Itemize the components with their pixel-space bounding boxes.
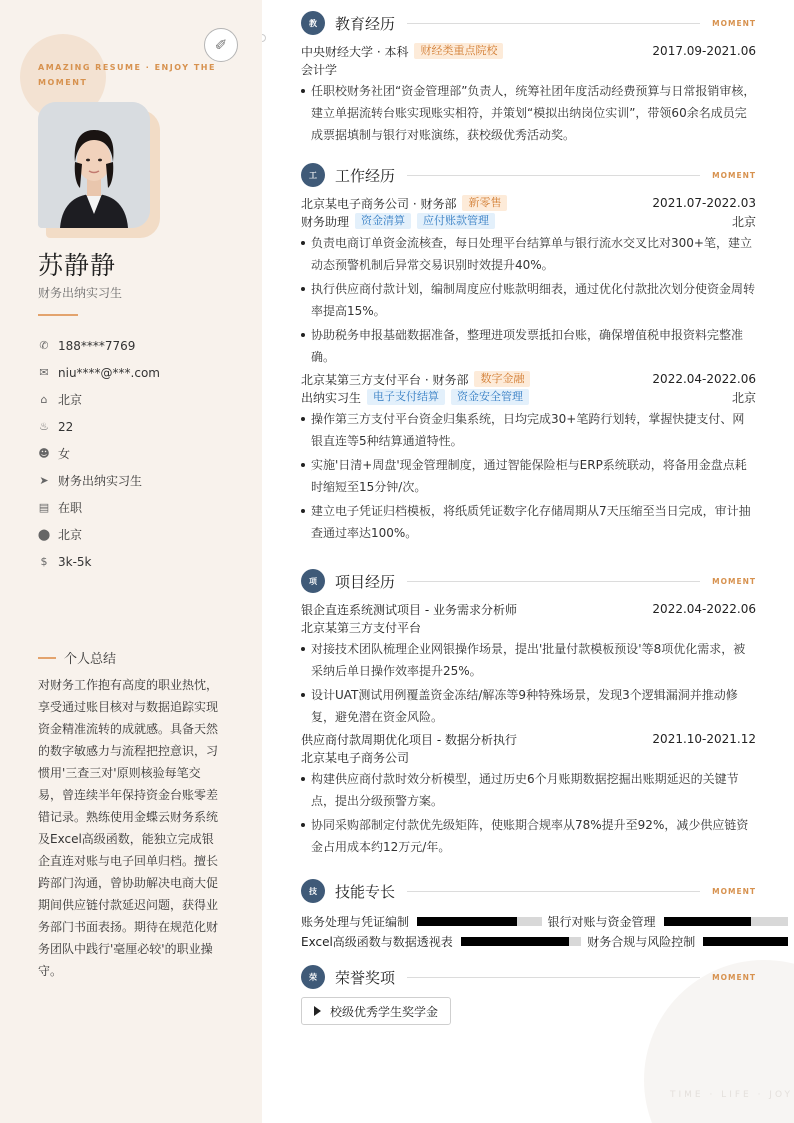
- divider: [38, 314, 78, 316]
- list-item: 构建供应商付款时效分析模型，通过历史6个月账期数据挖掘出账期延迟的关键节点，提出分级预警方案。: [301, 768, 756, 812]
- summary-heading: 个人总结: [38, 648, 116, 667]
- section-badge: 教: [301, 11, 325, 35]
- list-item: 设计UAT测试用例覆盖资金冻结/解冻等9种特殊场景，发现3个逻辑漏洞并推动修复，避免潜在资金风险。: [301, 684, 756, 728]
- skill-row: [301, 931, 794, 951]
- bullet-list: [301, 232, 756, 368]
- profile-photo: [38, 102, 160, 238]
- major: 会计学: [301, 62, 338, 77]
- info-status: ▤ 在职: [38, 501, 83, 515]
- list-item: 执行供应商付款计划，编制周度应付账款明细表，通过优化付款批次划分使资金周转率提高15%。: [301, 278, 756, 322]
- bullet-list: [301, 408, 756, 544]
- bullet-list: [301, 638, 756, 728]
- location-pin-icon: ⬤: [37, 528, 51, 541]
- skill-tag: 资金安全管理: [451, 389, 529, 405]
- project-org: 北京某第三方支付平台: [301, 620, 422, 635]
- avatar: [38, 102, 150, 228]
- section-badge: 荣: [301, 965, 325, 989]
- skill-name: 财务合规与风险控制: [587, 934, 696, 949]
- decorative-dot: [262, 34, 266, 42]
- list-item: 协助税务申报基础数据准备，整理进项发票抵扣台账，确保增值税申报资料完整准确。: [301, 324, 756, 368]
- skill-tag: 资金清算: [355, 213, 411, 229]
- section-tag: MOMENT: [712, 972, 756, 982]
- skill-bar: [417, 917, 541, 926]
- list-item: 对接技术团队梳理企业网银操作场景，提出'批量付款模板预设'等8项优化需求，被采纳后单日操作效率提升25%。: [301, 638, 756, 682]
- section-tag: MOMENT: [712, 576, 756, 586]
- section-tag: MOMENT: [712, 170, 756, 180]
- skill-bar: [664, 917, 788, 926]
- bullet-list: [301, 768, 756, 858]
- tagline: AMAZING RESUME · ENJOY THE MOMENT: [38, 63, 216, 87]
- skill-fill: [461, 937, 569, 946]
- position: 财务助理: [301, 214, 350, 229]
- skills-section: [301, 879, 794, 951]
- skill-grid: [301, 911, 794, 951]
- project-org: 北京某电子商务公司: [301, 750, 410, 765]
- skill-bar: [703, 937, 788, 946]
- contact-info-list: [38, 332, 160, 575]
- bullet-list: [301, 80, 756, 146]
- salary-icon: $: [40, 555, 48, 568]
- skill-name: 账务处理与凭证编制: [301, 914, 410, 929]
- list-item: 操作第三方支付平台资金归集系统，日均完成30+笔跨行划转，掌握快捷支付、网银直连等5种结算通道特性。: [301, 408, 756, 452]
- skill-bar: [461, 937, 581, 946]
- briefcase-icon: ▤: [38, 501, 50, 514]
- leaf-icon: ✐: [204, 28, 238, 62]
- skill-tag: 应付账款管理: [417, 213, 495, 229]
- date-range: 2021.10-2021.12: [652, 732, 756, 746]
- skill-row: [301, 911, 794, 931]
- industry-tag: 数字金融: [474, 371, 530, 387]
- candidate-role: 财务出纳实习生: [38, 286, 123, 300]
- section-header: [301, 163, 756, 187]
- school-name: 中央财经大学 · 本科: [301, 44, 409, 59]
- mail-icon: ✉: [39, 366, 49, 379]
- info-phone: ✆ 188****7769: [39, 338, 136, 353]
- info-city: ⬤ 北京: [37, 528, 83, 542]
- list-item: 负责电商订单资金流核查，每日处理平台结算单与银行流水交叉比对300+笔，建立动态预警机制后异常交易识别时效提升40%。: [301, 232, 756, 276]
- industry-tag: 新零售: [462, 195, 507, 211]
- date-range: 2022.04-2022.06: [652, 602, 756, 616]
- section-badge: 技: [301, 879, 325, 903]
- footer-watermark: TIME · LIFE · JOY: [670, 1090, 794, 1100]
- section-title: 教育经历: [335, 14, 396, 33]
- city: 北京: [731, 390, 756, 405]
- skill-name: 银行对账与资金管理: [547, 914, 656, 929]
- list-item: 协同采购部制定付款优先级矩阵，使账期合规率从78%提升至92%，减少供应链资金占用成本约12万元/年。: [301, 814, 756, 858]
- section-title: 项目经历: [335, 572, 396, 591]
- main-content: [262, 0, 794, 1123]
- info-email: ✉ niu****@***.com: [39, 365, 160, 380]
- company-name: 北京某电子商务公司 · 财务部: [301, 196, 457, 211]
- work-section: [301, 163, 756, 546]
- date-range: 2022.04-2022.06: [652, 372, 756, 386]
- skill-fill: [664, 917, 751, 926]
- list-item: 任职校财务社团“资金管理部”负责人，统筹社团年度活动经费预算与日常报销审核，建立单据流转台账实现账实相符，并策划“模拟出纳岗位实训”，带领60余名成员完成票据填制与银行对账演练，获校级优秀活动奖。: [301, 80, 756, 146]
- info-age: ♨ 22: [39, 419, 74, 434]
- award-item: [301, 997, 451, 1025]
- info-home: ⌂ 北京: [38, 386, 160, 413]
- list-item: 建立电子凭证归档模板，将纸质凭证数字化存储周期从7天压缩至当日完成，审计抽查通过率达100%。: [301, 500, 756, 544]
- skill-fill: [703, 937, 788, 946]
- section-header: [301, 879, 756, 903]
- home-icon: ⌂: [40, 393, 48, 406]
- project-name: 银企直连系统测试项目 - 业务需求分析师: [301, 602, 517, 617]
- award-name: 校级优秀学生奖学金: [330, 1004, 439, 1019]
- section-title: 荣誉奖项: [335, 968, 396, 987]
- phone-icon: ✆: [39, 339, 49, 352]
- skill-name: Excel高级函数与数据透视表: [301, 934, 453, 949]
- info-salary: $ 3k-5k: [38, 548, 160, 575]
- date-range: 2021.07-2022.03: [652, 196, 756, 210]
- honors-section: [301, 965, 756, 1025]
- info-gender: ☻ 女: [38, 447, 71, 461]
- date-range: 2017.09-2021.06: [652, 44, 756, 58]
- section-title: 技能专长: [335, 882, 396, 901]
- sidebar: [0, 0, 262, 1123]
- send-icon: ➤: [39, 474, 49, 487]
- section-header: [301, 569, 756, 593]
- section-header: [301, 965, 756, 989]
- education-section: [301, 11, 756, 148]
- list-item: 实施'日清+周盘'现金管理制度，通过智能保险柜与ERP系统联动，将备用金盘点耗时缩短至15分钟/次。: [301, 454, 756, 498]
- gender-icon: ☻: [38, 447, 50, 460]
- position: 出纳实习生: [301, 390, 362, 405]
- project-name: 供应商付款周期优化项目 - 数据分析执行: [301, 732, 517, 747]
- section-badge: 工: [301, 163, 325, 187]
- school-tag: 财经类重点院校: [414, 43, 503, 59]
- section-tag: MOMENT: [712, 18, 756, 28]
- skill-tag: 电子支付结算: [367, 389, 445, 405]
- skill-fill: [417, 917, 517, 926]
- play-icon: [314, 1006, 321, 1016]
- summary-text: 对财务工作抱有高度的职业热忱，享受通过账目核对与数据追踪实现资金精准流转的成就感。具备天然的数字敏感力与流程把控意识，习惯用'三查三对'原则核验每笔交易，曾连续半年保持资金台账零差错记录。熟练使用金蝶云财务系统及Excel高级函数，能独立完成银企直连对账与电子回单归档。擅长跨部门沟通，曾协助解决电商大促期间供应链付款延迟问题，获得业务部门书面表扬。期待在规范化财务团队中践行'毫厘必较'的职业操守。: [38, 678, 219, 978]
- projects-section: [301, 569, 756, 860]
- info-intention: ➤ 财务出纳实习生: [39, 474, 143, 488]
- city: 北京: [731, 214, 756, 229]
- section-tag: MOMENT: [712, 886, 756, 896]
- section-badge: 项: [301, 569, 325, 593]
- section-title: 工作经历: [335, 166, 396, 185]
- section-header: [301, 11, 756, 35]
- company-name: 北京某第三方支付平台 · 财务部: [301, 372, 469, 387]
- cake-icon: ♨: [39, 420, 49, 433]
- candidate-name: 苏静静: [38, 251, 117, 280]
